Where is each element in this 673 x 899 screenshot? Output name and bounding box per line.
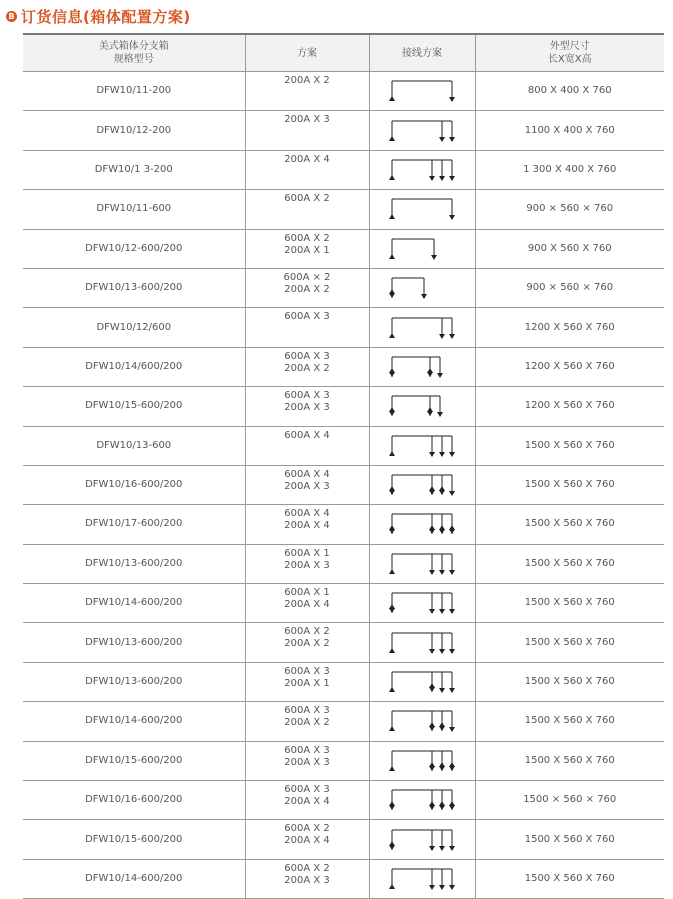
wiring-cell [369,150,475,189]
scheme-cell [245,268,369,307]
scheme-cell [245,781,369,820]
wiring-cell [369,505,475,544]
wiring-branch-terminal [427,396,433,416]
dims-cell: 1200 X 560 X 760 [475,308,664,347]
table-row [23,465,664,504]
wiring-cell [369,426,475,465]
wiring-cell [369,72,475,111]
dims-cell: 1500 X 560 X 760 [475,820,664,859]
header-model-line1: 美式箱体分支箱 [98,41,169,52]
wiring-branch-terminal [449,514,455,534]
wiring-branch-terminal [449,830,455,851]
scheme-line2: 200A X 3 [284,402,330,414]
wiring-branch-terminal [449,475,455,496]
wiring-diagram [387,747,457,775]
dims-cell: 1500 X 560 X 760 [475,584,664,623]
wiring-branch-terminal [439,633,445,654]
wiring-diagram [387,117,457,145]
model-cell: DFW10/12/600 [23,308,245,347]
wiring-diagram [387,589,457,617]
model-cell: DFW10/13-600/200 [23,544,245,583]
table-row [23,347,664,386]
wiring-branch-terminal [439,711,445,731]
wiring-branch-terminal [439,554,445,575]
header-model [23,34,245,72]
scheme-line2: 200A X 4 [284,599,330,611]
table-row [23,859,664,898]
wiring-diagram [387,274,457,302]
wiring-input-terminal [389,396,395,416]
wiring-diagram [387,156,457,184]
scheme-line1: 600A X 2 [284,193,330,205]
wiring-diagram [387,826,457,854]
scheme-cell [245,229,369,268]
table-row [23,781,664,820]
model-cell: DFW10/13-600/200 [23,662,245,701]
model-cell: DFW10/12-200 [23,111,245,150]
scheme-line1: 600A X 3 [284,705,330,717]
wiring-input-terminal [389,81,395,101]
wiring-branch-terminal [449,672,455,693]
dims-cell: 1200 X 560 X 760 [475,347,664,386]
wiring-diagram [387,432,457,460]
scheme-line1: 600A X 3 [284,311,330,323]
scheme-line2: 200A X 4 [284,520,330,532]
wiring-diagram [387,471,457,499]
dims-cell: 1100 X 400 X 760 [475,111,664,150]
dims-cell: 1500 X 560 X 760 [475,426,664,465]
header-dims [475,34,664,72]
wiring-input-terminal [389,357,395,377]
wiring-branch-terminal [429,633,435,654]
scheme-line1: 600A X 4 [284,468,330,480]
wiring-cell [369,741,475,780]
scheme-cell [245,820,369,859]
dims-cell: 900 × 560 × 760 [475,190,664,229]
wiring-cell [369,662,475,701]
model-cell: DFW10/13-600/200 [23,268,245,307]
scheme-cell [245,859,369,898]
table-row [23,72,664,111]
wiring-diagram [387,629,457,657]
wiring-branch-terminal [439,751,445,771]
dims-cell: 900 × 560 × 760 [475,268,664,307]
wiring-cell [369,584,475,623]
model-cell: DFW10/14-600/200 [23,859,245,898]
dims-cell: 800 X 400 X 760 [475,72,664,111]
header-wiring: 接线方案 [369,34,475,72]
wiring-input-terminal [389,751,395,771]
scheme-cell [245,544,369,583]
wiring-input-terminal [389,554,395,574]
model-cell: DFW10/13-600 [23,426,245,465]
wiring-branch-terminal [429,869,435,890]
scheme-line1: 600A × 2 [283,271,331,283]
model-cell: DFW10/14/600/200 [23,347,245,386]
wiring-cell [369,820,475,859]
wiring-branch-terminal [449,199,455,220]
dims-cell: 1500 × 560 × 760 [475,781,664,820]
wiring-diagram [387,392,457,420]
scheme-cell [245,505,369,544]
dims-cell: 1500 X 560 X 760 [475,741,664,780]
table-row [23,426,664,465]
wiring-branch-terminal [437,396,443,417]
table-row [23,268,664,307]
wiring-cell [369,781,475,820]
scheme-line2: 200A X 3 [284,874,330,886]
wiring-branch-terminal [439,436,445,457]
wiring-branch-terminal [429,160,435,181]
scheme-line1: 600A X 3 [284,350,330,362]
wiring-branch-terminal [439,121,445,142]
wiring-branch-terminal [449,711,455,732]
wiring-branch-terminal [429,554,435,575]
header-dims-line2: 长X宽X高 [547,54,592,65]
scheme-cell [245,347,369,386]
scheme-line2: 200A X 4 [284,835,330,847]
table-row [23,150,664,189]
scheme-line1: 600A X 3 [284,390,330,402]
scheme-cell [245,584,369,623]
table-row [23,662,664,701]
table-row [23,505,664,544]
wiring-branch-terminal [439,475,445,495]
wiring-diagram [387,77,457,105]
wiring-diagram [387,510,457,538]
wiring-diagram [387,353,457,381]
dims-cell: 1500 X 560 X 760 [475,662,664,701]
wiring-branch-terminal [449,81,455,102]
wiring-input-terminal [389,790,395,810]
wiring-branch-terminal [449,160,455,181]
dims-cell: 1500 X 560 X 760 [475,859,664,898]
wiring-branch-terminal [439,790,445,810]
wiring-input-terminal [389,239,395,259]
dims-cell: 1500 X 560 X 760 [475,465,664,504]
wiring-cell [369,229,475,268]
wiring-branch-terminal [437,357,443,378]
scheme-line1: 200A X 3 [284,114,330,126]
wiring-branch-terminal [429,830,435,851]
table-row [23,820,664,859]
wiring-input-terminal [389,514,395,534]
dims-cell: 900 X 560 X 760 [475,229,664,268]
section-title-text: 订货信息(箱体配置方案) [21,7,191,26]
wiring-branch-terminal [449,790,455,810]
wiring-branch-terminal [449,554,455,575]
scheme-line2: 200A X 3 [284,480,330,492]
wiring-branch-terminal [449,869,455,890]
scheme-cell [245,465,369,504]
table-header-row [23,34,664,72]
wiring-branch-terminal [429,593,435,614]
wiring-branch-terminal [429,436,435,457]
scheme-line1: 600A X 2 [284,626,330,638]
wiring-branch-terminal [449,436,455,457]
wiring-diagram [387,707,457,735]
wiring-input-terminal [389,475,395,495]
wiring-cell [369,465,475,504]
wiring-cell [369,308,475,347]
wiring-branch-terminal [421,278,427,299]
wiring-diagram [387,235,457,263]
scheme-line1: 600A X 1 [284,587,330,599]
wiring-input-terminal [389,160,395,180]
scheme-cell [245,308,369,347]
wiring-input-terminal [389,869,395,889]
table-row [23,544,664,583]
wiring-cell [369,544,475,583]
wiring-cell [369,702,475,741]
header-dims-line1: 外型尺寸 [549,41,590,52]
table-body [23,72,664,899]
scheme-line1: 600A X 2 [284,862,330,874]
table-row [23,190,664,229]
wiring-branch-terminal [439,514,445,534]
wiring-cell [369,347,475,386]
wiring-input-terminal [389,711,395,731]
scheme-line2: 200A X 2 [284,717,330,729]
model-cell: DFW10/11-200 [23,72,245,111]
wiring-branch-terminal [439,593,445,614]
wiring-diagram [387,865,457,893]
scheme-line1: 200A X 4 [284,153,330,165]
dims-cell: 1500 X 560 X 760 [475,623,664,662]
model-cell: DFW10/14-600/200 [23,584,245,623]
wiring-branch-terminal [439,318,445,339]
scheme-line1: 600A X 3 [284,744,330,756]
wiring-diagram [387,550,457,578]
wiring-input-terminal [389,318,395,338]
model-cell: DFW10/1 3-200 [23,150,245,189]
scheme-line2: 200A X 2 [284,283,330,295]
wiring-branch-terminal [449,633,455,654]
wiring-branch-terminal [429,790,435,810]
wiring-branch-terminal [449,593,455,614]
dims-cell: 1200 X 560 X 760 [475,387,664,426]
wiring-input-terminal [389,830,395,850]
wiring-branch-terminal [439,830,445,851]
wiring-input-terminal [389,278,395,298]
wiring-branch-terminal [439,869,445,890]
section-title [6,4,191,28]
scheme-cell [245,72,369,111]
table-row [23,308,664,347]
wiring-branch-terminal [429,751,435,771]
scheme-line2: 200A X 1 [284,677,330,689]
wiring-cell [369,111,475,150]
wiring-input-terminal [389,121,395,141]
wiring-cell [369,190,475,229]
wiring-branch-terminal [449,318,455,339]
wiring-cell [369,859,475,898]
model-cell: DFW10/15-600/200 [23,820,245,859]
scheme-line1: 600A X 1 [284,547,330,559]
wiring-input-terminal [389,199,395,219]
wiring-input-terminal [389,593,395,613]
dims-cell: 1500 X 560 X 760 [475,505,664,544]
scheme-line2: 200A X 3 [284,756,330,768]
dims-cell: 1500 X 560 X 760 [475,544,664,583]
wiring-input-terminal [389,633,395,653]
scheme-line2: 200A X 1 [284,244,330,256]
scheme-line1: 600A X 3 [284,784,330,796]
wiring-input-terminal [389,436,395,456]
scheme-line1: 600A X 2 [284,232,330,244]
model-cell: DFW10/13-600/200 [23,623,245,662]
header-model-line2: 规格型号 [113,54,154,65]
dims-cell: 1500 X 560 X 760 [475,702,664,741]
table-row [23,584,664,623]
wiring-branch-terminal [427,357,433,377]
scheme-cell [245,150,369,189]
scheme-line1: 600A X 3 [284,665,330,677]
model-cell: DFW10/16-600/200 [23,465,245,504]
wiring-diagram [387,668,457,696]
model-cell: DFW10/11-600 [23,190,245,229]
wiring-branch-terminal [429,475,435,495]
model-cell: DFW10/14-600/200 [23,702,245,741]
wiring-cell [369,387,475,426]
scheme-cell [245,702,369,741]
wiring-branch-terminal [429,514,435,534]
ordering-table [23,33,664,899]
scheme-cell [245,426,369,465]
wiring-branch-terminal [429,711,435,731]
wiring-branch-terminal [439,160,445,181]
scheme-cell [245,111,369,150]
model-cell: DFW10/16-600/200 [23,781,245,820]
scheme-line1: 600A X 2 [284,823,330,835]
table-row [23,623,664,662]
wiring-diagram [387,786,457,814]
wiring-input-terminal [389,672,395,692]
wiring-cell [369,268,475,307]
wiring-diagram [387,314,457,342]
scheme-line2: 200A X 3 [284,559,330,571]
model-cell: DFW10/15-600/200 [23,387,245,426]
model-cell: DFW10/17-600/200 [23,505,245,544]
wiring-diagram [387,195,457,223]
table-row [23,111,664,150]
scheme-line2: 200A X 2 [284,638,330,650]
scheme-line1: 200A X 2 [284,75,330,86]
table-row [23,741,664,780]
scheme-line1: 600A X 4 [284,508,330,520]
model-cell: DFW10/12-600/200 [23,229,245,268]
scheme-cell [245,190,369,229]
wiring-branch-terminal [449,751,455,771]
wiring-branch-terminal [449,121,455,142]
table-row [23,229,664,268]
section-badge-icon: B [6,11,17,22]
wiring-branch-terminal [439,672,445,693]
header-scheme: 方案 [245,34,369,72]
scheme-cell [245,623,369,662]
scheme-cell [245,387,369,426]
scheme-cell [245,662,369,701]
table-row [23,702,664,741]
dims-cell: 1 300 X 400 X 760 [475,150,664,189]
wiring-branch-terminal [429,672,435,692]
model-cell: DFW10/15-600/200 [23,741,245,780]
scheme-line2: 200A X 4 [284,796,330,808]
table-row [23,387,664,426]
scheme-cell [245,741,369,780]
scheme-line2: 200A X 2 [284,362,330,374]
scheme-line1: 600A X 4 [284,429,330,441]
wiring-branch-terminal [431,239,437,260]
wiring-cell [369,623,475,662]
